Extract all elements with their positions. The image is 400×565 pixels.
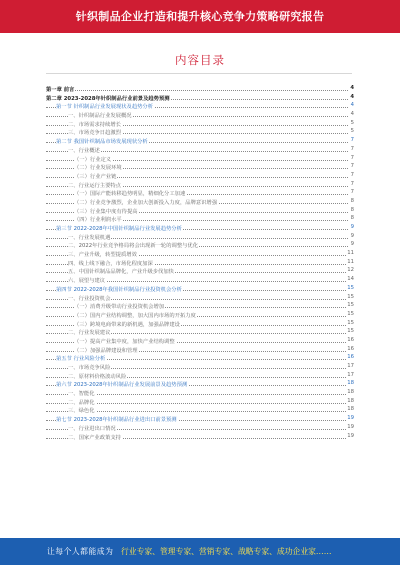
toc-entry-text: 二、国家产业政策支持 bbox=[68, 434, 121, 441]
toc-entry-text: 二、品牌化 bbox=[68, 399, 95, 406]
toc-entry[interactable] bbox=[46, 398, 354, 407]
toc-entry[interactable] bbox=[46, 250, 354, 259]
toc-entry[interactable] bbox=[46, 85, 354, 94]
toc-entry-page: 9 bbox=[350, 241, 354, 248]
toc-entry-text: （三）行业产业链 bbox=[74, 173, 117, 180]
toc-entry[interactable] bbox=[46, 181, 354, 190]
toc-entry[interactable] bbox=[46, 189, 354, 198]
toc-entry[interactable] bbox=[46, 389, 354, 398]
toc-entry[interactable] bbox=[46, 285, 354, 294]
toc-entry-page: 15 bbox=[347, 328, 354, 335]
toc-entry-text: 二、行业发展建议 bbox=[68, 330, 111, 337]
toc-entry-page: 18 bbox=[347, 380, 354, 387]
toc-entry[interactable] bbox=[46, 215, 354, 224]
report-header-bar bbox=[0, 0, 400, 33]
toc-entry[interactable] bbox=[46, 328, 354, 337]
toc-entry-text: （二）行业发展环境 bbox=[74, 165, 122, 172]
toc-entry-page: 18 bbox=[347, 406, 354, 413]
toc-entry[interactable] bbox=[46, 415, 354, 424]
toc-entry-text: 六、展望与建议 bbox=[68, 278, 106, 285]
toc-entry-page: 7 bbox=[350, 137, 354, 144]
toc-entry-text: 一、市场竞争风险 bbox=[68, 365, 111, 371]
footer-slogan: 让每个人都能成为 bbox=[47, 547, 114, 556]
toc-entry-page: 8 bbox=[350, 215, 354, 222]
toc-entry[interactable] bbox=[46, 146, 354, 155]
toc-entry[interactable] bbox=[46, 111, 354, 120]
toc-entry-text: 二、2022年行业竞争格局将会出现新一轮的调整与优化 bbox=[68, 243, 199, 250]
toc-entry-page: 4 bbox=[350, 93, 354, 100]
toc-entry-text: （一）国际产能转移趋势明显，精细化分工加速 bbox=[74, 191, 186, 198]
toc-entry-text: 第七节 2023-2028年针织制品行业进出口前景预测 bbox=[56, 417, 177, 424]
toc-entry[interactable] bbox=[46, 224, 354, 233]
toc-entry-page: 15 bbox=[347, 302, 354, 309]
toc-entry[interactable] bbox=[46, 354, 354, 363]
toc-entry[interactable] bbox=[46, 372, 354, 381]
toc-entry-page: 18 bbox=[347, 397, 354, 404]
toc-entry-page: 7 bbox=[350, 163, 354, 170]
toc-leader-dots bbox=[46, 90, 348, 91]
toc-entry-text: （二）行业竞争激烈，企业加大创新投入力度，品牌意识增强 bbox=[74, 199, 218, 206]
toc-entry-page: 15 bbox=[347, 284, 354, 291]
toc-entry-page: 7 bbox=[350, 145, 354, 152]
toc-entry-page: 17 bbox=[347, 371, 354, 378]
toc-entry-text: 二、市场需求持续增长 bbox=[68, 121, 121, 128]
toc-entry-text: 一、针织制品行业发展概况 bbox=[68, 113, 132, 120]
toc-entry-text: 第二章 2023-2028年针织制品行业前景及趋势预测 bbox=[46, 95, 170, 102]
toc-entry-text: 五、中国针织制品品牌化，产业升级步伐加快 bbox=[68, 269, 174, 276]
toc-entry-text: （一）行业定义 bbox=[74, 156, 112, 163]
toc-entry-page: 12 bbox=[347, 267, 354, 274]
toc-entry-text: 一、行业进出口情况 bbox=[68, 425, 116, 432]
toc-entry-text: 二、原材料价格波动风险 bbox=[68, 373, 127, 380]
toc-entry-text: 第五节 行业风险分析 bbox=[56, 356, 106, 363]
toc-entry-page: 16 bbox=[347, 345, 354, 352]
toc-entry[interactable] bbox=[46, 102, 354, 111]
toc-entry[interactable] bbox=[46, 311, 354, 320]
toc-entry[interactable] bbox=[46, 267, 354, 276]
toc-entry-page: 5 bbox=[350, 119, 354, 126]
toc-entry-text: 第六节 2023-2028年针织制品行业发展前景及趋势预测 bbox=[56, 382, 188, 389]
toc-entry[interactable] bbox=[46, 433, 354, 442]
toc-divider bbox=[46, 73, 352, 74]
toc-entry-page: 16 bbox=[347, 354, 354, 361]
toc-entry[interactable] bbox=[46, 380, 354, 389]
toc-entry-page: 18 bbox=[347, 389, 354, 396]
toc-entry[interactable] bbox=[46, 337, 354, 346]
toc-entry-text: （一）消费升级带动行业投资机会增加 bbox=[74, 304, 165, 311]
toc-entry-page: 8 bbox=[350, 206, 354, 213]
toc-entry-text: 第一节 针织制品行业发展现状及趋势分析 bbox=[56, 104, 154, 111]
toc-entry-text: 第二节 我国针织制品市场发展现状分析 bbox=[56, 139, 148, 146]
toc-entry[interactable] bbox=[46, 259, 354, 268]
toc-entry-page: 4 bbox=[350, 85, 354, 91]
footer-bar bbox=[0, 538, 400, 565]
toc-entry-text: （三）行业集中度有待提高 bbox=[74, 208, 138, 215]
toc-entry-page: 15 bbox=[347, 293, 354, 300]
toc-entry[interactable] bbox=[46, 137, 354, 146]
toc-entry-text: 二、行业运行主要特点 bbox=[68, 182, 121, 189]
toc-entry-page: 11 bbox=[347, 250, 354, 257]
toc-entry[interactable] bbox=[46, 302, 354, 311]
toc-entry-text: 一、行业投资机会 bbox=[68, 295, 111, 302]
toc-entry-page: 4 bbox=[350, 102, 354, 109]
toc-entry-page: 9 bbox=[350, 224, 354, 230]
report-title: 针织制品企业打造和提升核心竞争力策略研究报告 bbox=[75, 10, 325, 23]
toc-entry-page: 15 bbox=[347, 319, 354, 326]
toc-entry-page: 19 bbox=[347, 432, 354, 439]
toc-entry[interactable] bbox=[46, 424, 354, 433]
toc-entry-page: 17 bbox=[347, 363, 354, 369]
toc-entry[interactable] bbox=[46, 207, 354, 216]
toc-entry-page: 11 bbox=[347, 258, 354, 265]
toc-entry[interactable] bbox=[46, 172, 354, 181]
toc-entry[interactable] bbox=[46, 346, 354, 355]
toc-entry[interactable] bbox=[46, 241, 354, 250]
toc-entry-page: 7 bbox=[350, 171, 354, 178]
toc-entry-text: （三）跨境电商带来的新机遇，加强品牌建设 bbox=[74, 321, 180, 328]
toc-entry[interactable] bbox=[46, 233, 354, 242]
toc-entry-page: 9 bbox=[350, 232, 354, 239]
toc-entry-page: 7 bbox=[350, 180, 354, 187]
toc-entry[interactable] bbox=[46, 163, 354, 172]
toc-entry[interactable] bbox=[46, 128, 354, 137]
toc-entry-page: 5 bbox=[350, 128, 354, 135]
toc-entry[interactable] bbox=[46, 155, 354, 164]
toc-entry-text: （四）行业利润水平 bbox=[74, 217, 122, 224]
toc-entry[interactable] bbox=[46, 276, 354, 285]
toc-entry-text: （二）加强品牌建设和管理 bbox=[74, 347, 138, 354]
toc-entry-text: 三、市场竞争日趋激烈 bbox=[68, 130, 121, 137]
toc-entry-page: 19 bbox=[347, 415, 354, 422]
toc-entry-text: 第一章 前言 bbox=[46, 87, 75, 93]
toc-entry-page: 15 bbox=[347, 310, 354, 317]
footer-roles: 行业专家、管理专家、营销专家、战略专家、成功企业家…… bbox=[121, 547, 332, 556]
toc-entry-text: 一、行业发展机遇 bbox=[68, 234, 111, 241]
toc-entry[interactable] bbox=[46, 320, 354, 329]
toc-entry[interactable] bbox=[46, 406, 354, 415]
toc-entry[interactable] bbox=[46, 198, 354, 207]
toc-entry-text: 第三节 2022-2028年中国针织制品行业发展趋势分析 bbox=[56, 226, 182, 232]
toc-list bbox=[46, 85, 354, 441]
toc-entry[interactable] bbox=[46, 94, 354, 103]
toc-entry-text: 三、产业升级，转型提质增效 bbox=[68, 252, 137, 259]
toc-entry-text: 四、线上线下融合，市场化程度加深 bbox=[68, 260, 153, 267]
toc-entry-page: 8 bbox=[350, 197, 354, 204]
toc-entry[interactable] bbox=[46, 363, 354, 372]
toc-entry-page: 7 bbox=[350, 189, 354, 196]
toc-entry[interactable] bbox=[46, 120, 354, 129]
toc-entry-text: （一）提高产业集中度，加快产业结构调整 bbox=[74, 338, 175, 345]
toc-entry-page: 7 bbox=[350, 154, 354, 161]
toc-entry-page: 4 bbox=[350, 111, 354, 118]
toc-entry[interactable] bbox=[46, 294, 354, 303]
toc-entry-text: （二）国内产业结构调整，加大国内市场的开拓力度 bbox=[74, 312, 196, 319]
toc-entry-page: 14 bbox=[347, 276, 354, 283]
toc-heading: 内容目录 bbox=[175, 53, 225, 67]
toc-entry-text: 第四节 2022-2028年我国针织制品行业投资机会分析 bbox=[56, 286, 182, 293]
toc-entry-text: 一、行业概述 bbox=[68, 147, 100, 154]
toc-entry-text: 一、智能化 bbox=[68, 391, 95, 398]
toc-entry-page: 19 bbox=[347, 423, 354, 430]
toc-entry-text: 三、绿色化 bbox=[68, 408, 95, 415]
toc-entry-page: 16 bbox=[347, 336, 354, 343]
